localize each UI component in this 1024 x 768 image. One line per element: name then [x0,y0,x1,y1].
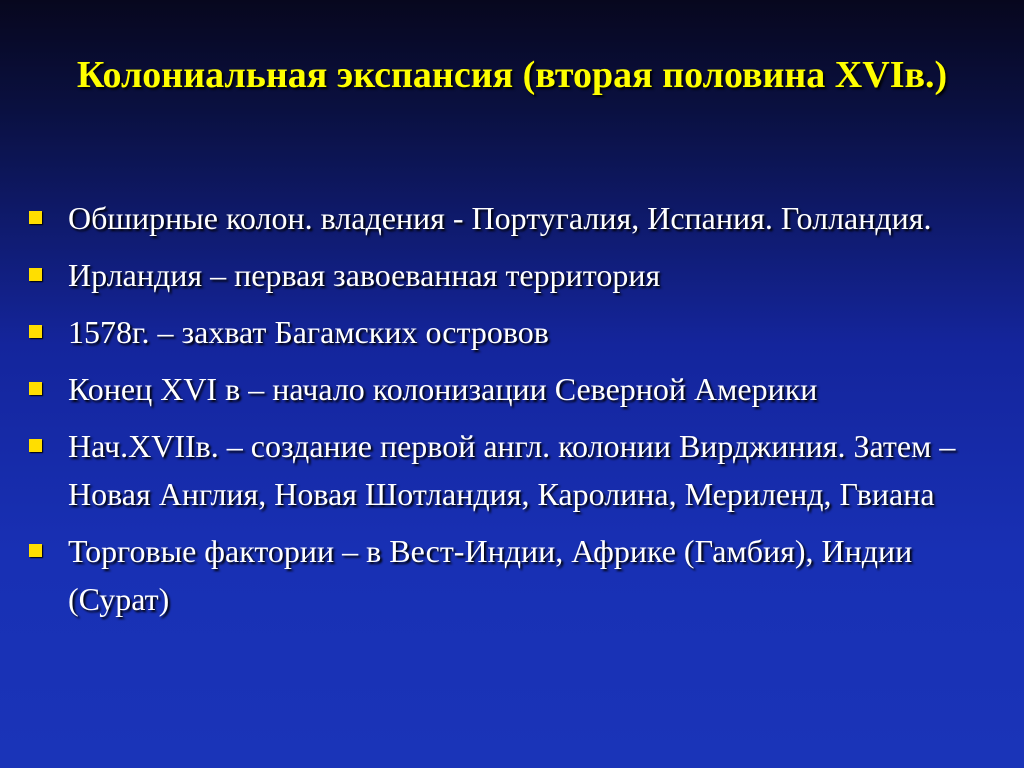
bullet-text: 1578г. – захват Багамских островов [68,314,549,350]
bullet-text: Нач.XVIIв. – создание первой англ. колонии Вирджиния. Затем – Новая Англия, Новая Шотландия, Каролина, Мериленд, Гвиана [68,428,956,512]
square-bullet-icon [29,439,42,452]
bullet-list [29,194,1004,632]
bullet-text: Ирландия – первая завоеванная территория [68,257,661,293]
bullet-item [29,422,1004,518]
square-bullet-icon [29,544,42,557]
square-bullet-icon [29,325,42,338]
bullet-item [29,308,1004,356]
bullet-item [29,251,1004,299]
square-bullet-icon [29,211,42,224]
bullet-item [29,365,1004,413]
bullet-text: Обширные колон. владения - Португалия, Испания. Голландия. [68,200,932,236]
bullet-text: Торговые фактории – в Вест-Индии, Африке (Гамбия), Индии (Сурат) [68,533,913,617]
square-bullet-icon [29,382,42,395]
slide-title: Колониальная экспансия (вторая половина XVIв.) [76,54,948,96]
bullet-item [29,527,1004,623]
bullet-text: Конец XVI в – начало колонизации Северной Америки [68,371,818,407]
bullet-item [29,194,1004,242]
square-bullet-icon [29,268,42,281]
